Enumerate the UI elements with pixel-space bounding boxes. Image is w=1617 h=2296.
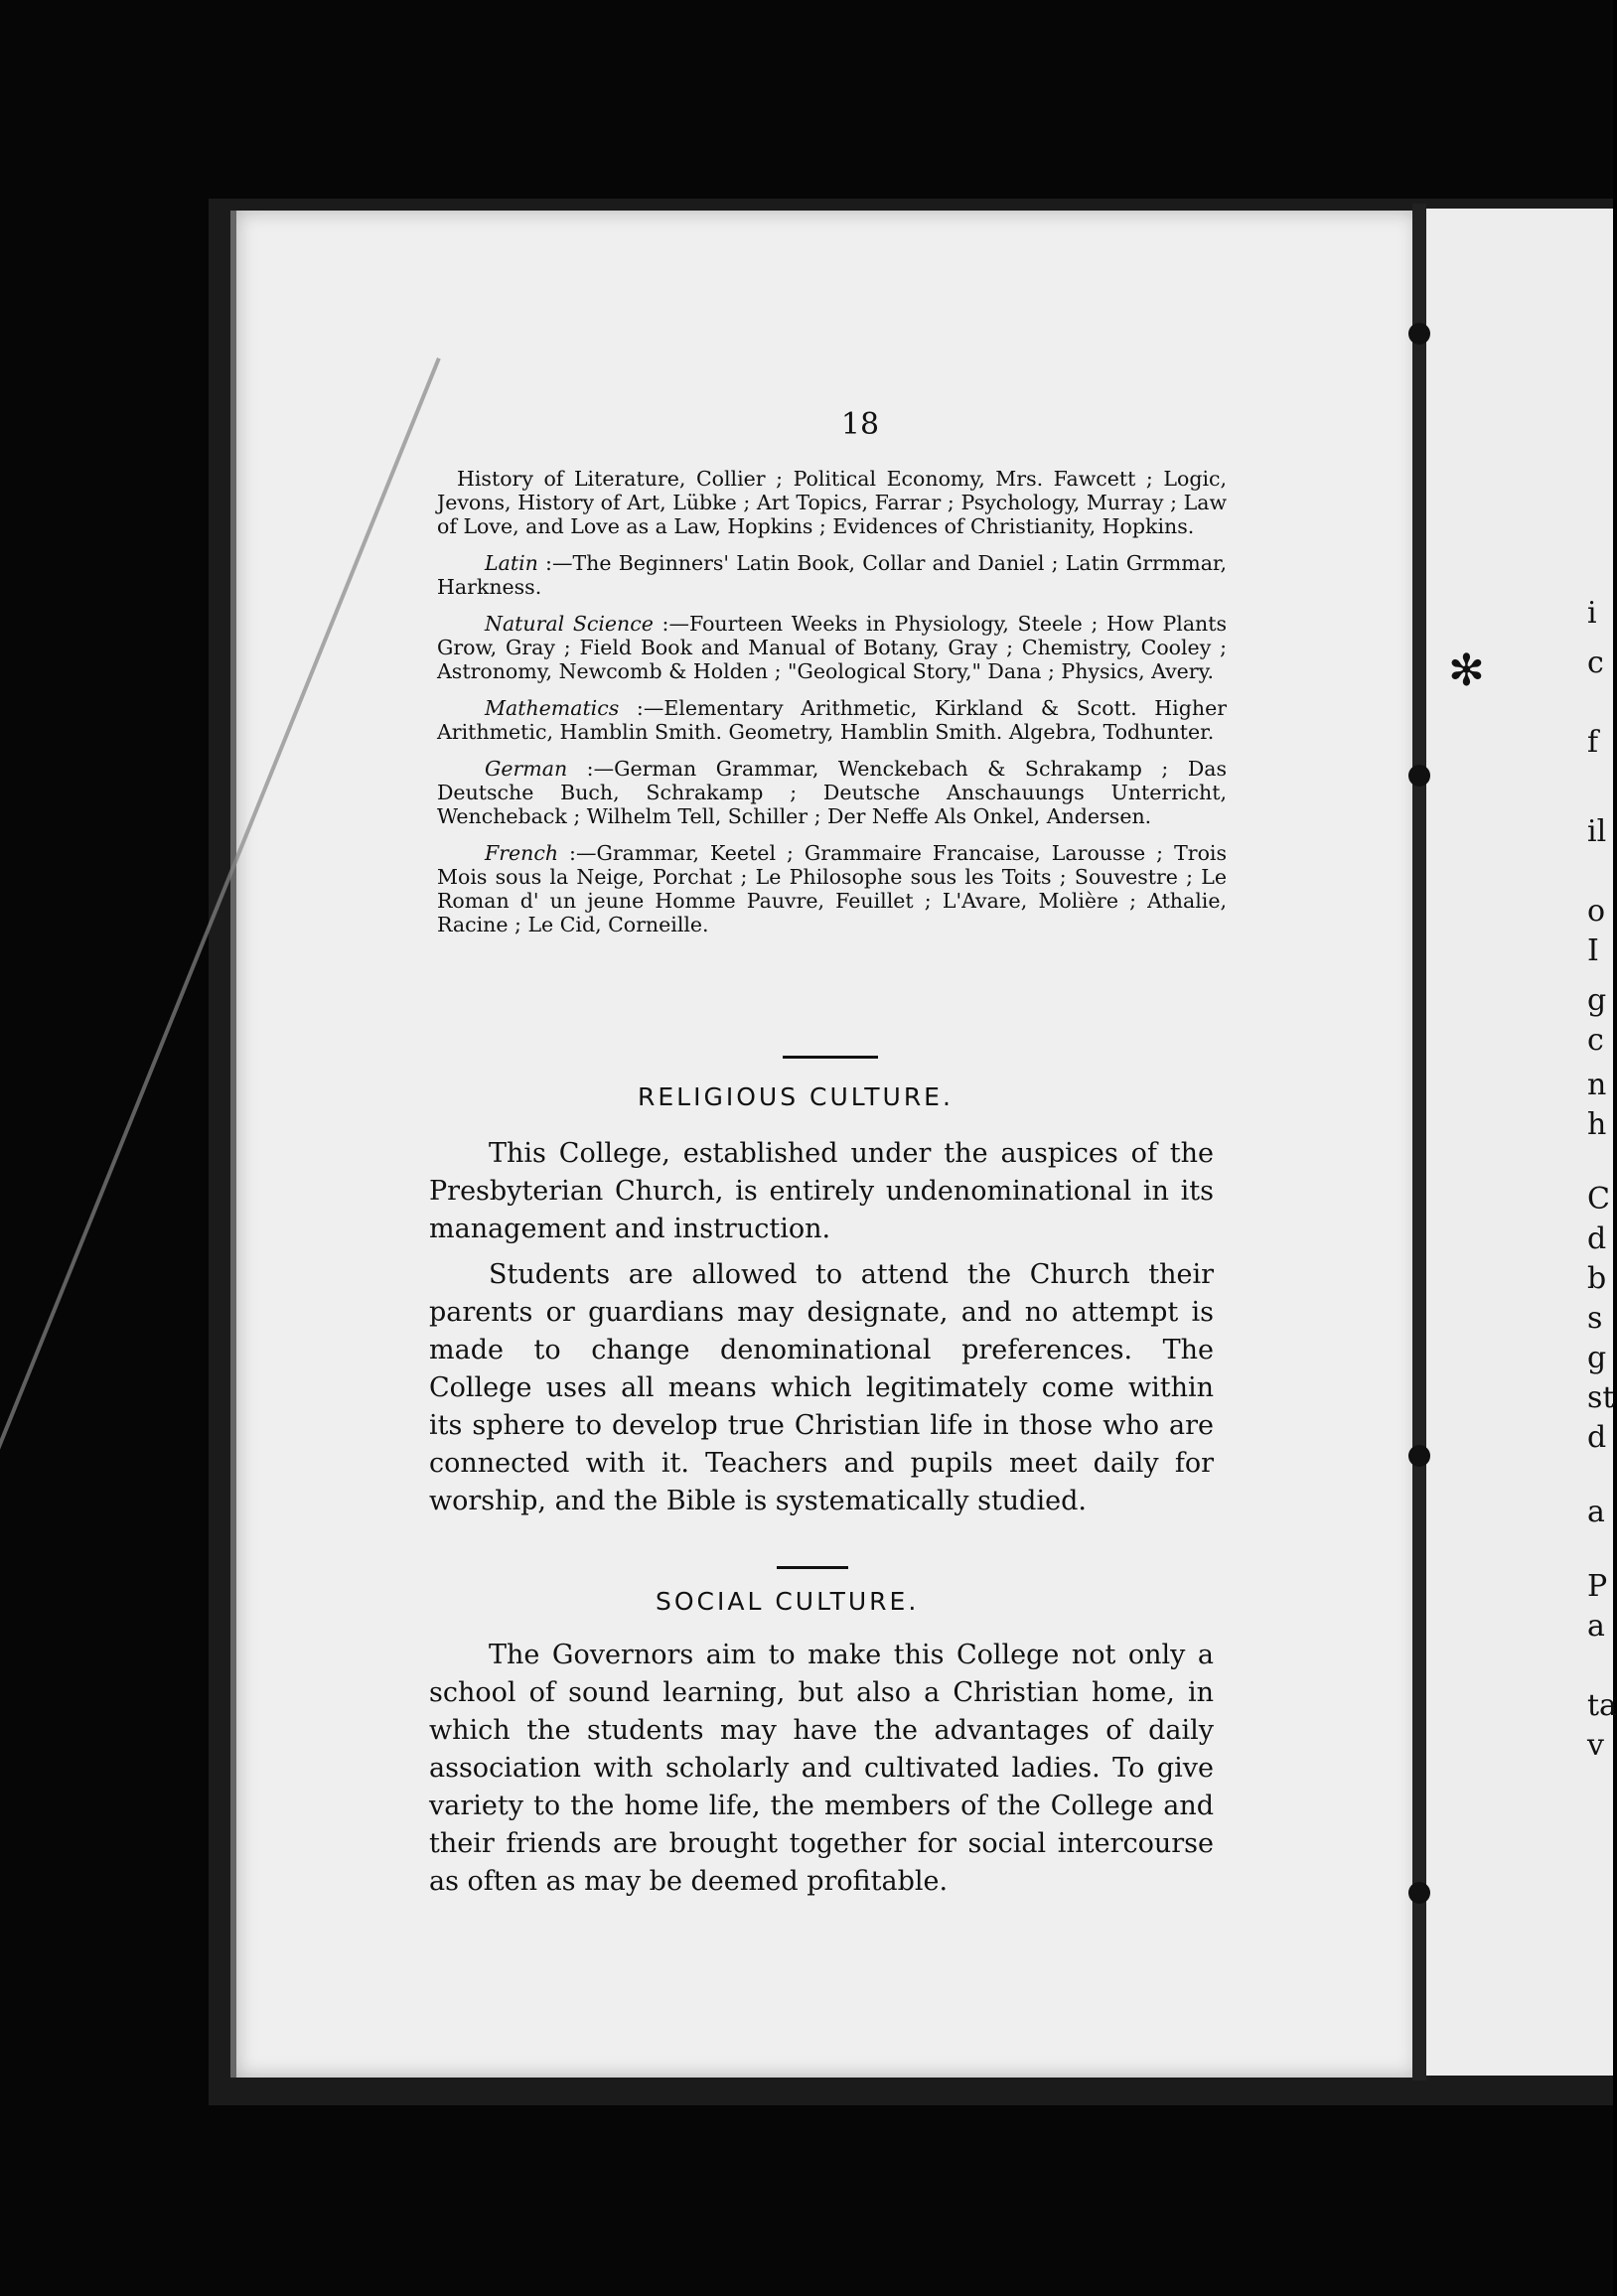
fragment: il — [1587, 814, 1607, 849]
social-culture-text — [429, 1637, 1214, 1909]
insect-mark-icon: ✻ — [1448, 646, 1485, 696]
binding-stitch — [1408, 323, 1430, 345]
fragment: a — [1587, 1495, 1605, 1529]
book-entry-german: German :—German Grammar, Wenckebach & Schrakamp ; Das Deutsche Buch, Schrakamp ; Deutsche Anschauungs Unterricht, Wencheback ; Wilhelm Tell, Schiller ; Der Neffe Als Onkel, Andersen. — [437, 757, 1227, 828]
book-entry-french: French :—Grammar, Keetel ; Grammaire Francaise, Larousse ; Trois Mois sous la Neige, Porchat ; Le Philosophe sous les Toits ; Souvestre ; Le Roman d' un jeune Homme Pauvre, Feuillet ; L'Avare, Molière ; Athalie, Racine ; Le Cid, Corneille. — [437, 841, 1227, 936]
page-number: 18 — [840, 407, 880, 442]
binding-stitch — [1408, 765, 1430, 787]
fragment: v — [1587, 1728, 1604, 1763]
fragment: s — [1587, 1301, 1603, 1336]
fragment: n — [1587, 1068, 1607, 1102]
section-divider — [783, 1056, 878, 1059]
paragraph: This College, established under the auspices of the Presbyterian Church, is entirely undenominational in its management and instruction. — [429, 1138, 1214, 1244]
book-entry-natural-science: Natural Science :—Fourteen Weeks in Physiology, Steele ; How Plants Grow, Gray ; Field Book and Manual of Botany, Gray ; Chemistry, Cooley ; Astronomy, Newcomb & Holden ; "Geological Story," Dana ; Physics, Avery. — [437, 612, 1227, 683]
paragraph: Students are allowed to attend the Church their parents or guardians may designate, and no attempt is made to change denominational preferences. The College uses all means which legitimately come within its sphere to develop true Christian life in those who are connected with it. Teachers and pupils meet daily for worship, and the Bible is systematically studied. — [429, 1259, 1214, 1516]
fragment: I — [1587, 933, 1599, 968]
binding-stitch — [1408, 1445, 1430, 1467]
fragment: ta — [1587, 1688, 1617, 1723]
book-entry: History of Literature, Collier ; Political Economy, Mrs. Fawcett ; Logic, Jevons, History of Art, Lübke ; Art Topics, Farrar ; Psychology, Murray ; Law of Love, and Love as a Law, Hopkins ; Evidences of Christianity, Hopkins. — [437, 467, 1227, 538]
paragraph: The Governors aim to make this College not only a school of sound learning, but also a Christian home, in which the students may have the advantages of daily association with scholarly and cultivated ladies. To give variety to the home life, the members of the College and their friends are brought together for social intercourse as often as may be deemed profitable. — [429, 1640, 1214, 1897]
religious-culture-text — [429, 1135, 1214, 1528]
book-entry-latin: Latin :—The Beginners' Latin Book, Collar and Daniel ; Latin Grrmmar, Harkness. — [437, 551, 1227, 599]
book-entry-mathematics: Mathematics :—Elementary Arithmetic, Kirkland & Scott. Higher Arithmetic, Hamblin Smith. Geometry, Hamblin Smith. Algebra, Todhunter. — [437, 696, 1227, 744]
fragment: c — [1587, 646, 1604, 680]
fragment: i — [1587, 596, 1597, 631]
fragment: P — [1587, 1569, 1608, 1604]
textbook-list — [437, 467, 1227, 949]
social-culture-heading: SOCIAL CULTURE. — [656, 1587, 920, 1616]
fragment: d — [1587, 1221, 1607, 1256]
religious-culture-heading: RELIGIOUS CULTURE. — [638, 1082, 954, 1111]
binding-stitch — [1408, 1882, 1430, 1904]
fragment: g — [1587, 983, 1607, 1018]
fragment: b — [1587, 1261, 1607, 1296]
fragment: f — [1587, 725, 1599, 760]
fragment: st — [1587, 1380, 1615, 1415]
fragment: d — [1587, 1420, 1607, 1455]
section-divider — [777, 1566, 848, 1569]
fragment: a — [1587, 1609, 1605, 1644]
facing-page — [1426, 209, 1613, 2076]
gutter — [1412, 204, 1426, 2081]
fragment: o — [1587, 894, 1606, 929]
fragment: c — [1587, 1023, 1604, 1058]
fragment: C — [1587, 1182, 1610, 1217]
fragment: g — [1587, 1341, 1607, 1375]
fragment: h — [1587, 1107, 1607, 1142]
